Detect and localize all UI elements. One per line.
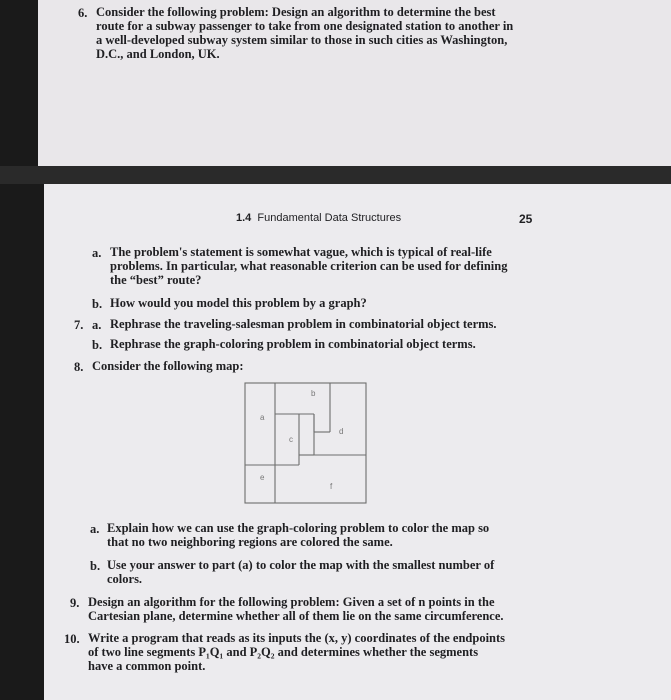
page-number: 25 [519, 212, 533, 226]
p8-number: 8. [74, 360, 84, 374]
p7b-label: b. [92, 338, 103, 352]
region-label-e: e [260, 473, 265, 482]
region-map [244, 382, 368, 506]
p8a-label: a. [90, 522, 100, 536]
p6a-label: a. [92, 246, 102, 260]
p8a-line-2: that no two neighboring regions are colored the same. [107, 535, 393, 549]
p9-line-2: Cartesian plane, determine whether all of them lie on the same circumference. [88, 609, 504, 623]
map-border [245, 383, 366, 503]
p7b-text: Rephrase the graph-coloring problem in combinatorial object terms. [110, 337, 476, 351]
p10-line-3: have a common point. [88, 659, 206, 673]
running-header [236, 212, 401, 224]
p6a-line-3: the “best” route? [110, 273, 202, 287]
p10-number: 10. [64, 632, 80, 646]
p6b-label: b. [92, 297, 103, 311]
p9-number: 9. [70, 596, 80, 610]
p6a-line-2: problems. In particular, what reasonable criterion can be used for defining [110, 259, 508, 273]
region-label-a: a [260, 413, 265, 422]
problem-6-line-3: a well-developed subway system similar to those in such cities as Washington, [96, 33, 508, 47]
region-label-c: c [289, 435, 293, 444]
p8-text: Consider the following map: [92, 359, 244, 373]
p6a-line-1: The problem's statement is somewhat vague, which is typical of real-life [110, 245, 492, 259]
section-number: 1.4 [236, 212, 252, 224]
problem-6-number: 6. [78, 6, 88, 20]
p8b-line-2: colors. [107, 572, 143, 586]
page-gap [0, 166, 671, 184]
problem-6-line-2: route for a subway passenger to take from one designated station to another in [96, 19, 514, 33]
region-label-b: b [311, 389, 316, 398]
region-label-d: d [339, 427, 344, 436]
problem-6-line-4: D.C., and London, UK. [96, 47, 220, 61]
p7a-text: Rephrase the traveling-salesman problem in combinatorial object terms. [110, 317, 497, 331]
p7a-label: a. [92, 318, 102, 332]
p9-line-1: Design an algorithm for the following problem: Given a set of n points in the [88, 595, 495, 609]
p8b-line-1: Use your answer to part (a) to color the map with the smallest number of [107, 558, 495, 572]
problem-6-line-1: Consider the following problem: Design an algorithm to determine the best [96, 5, 496, 19]
section-title: Fundamental Data Structures [257, 212, 402, 224]
p10-line-2: of two line segments P₁Q₁ and P₂Q₂ and determines whether the segments [88, 645, 479, 659]
p10-line-1: Write a program that reads as its inputs the (x, y) coordinates of the endpoints [88, 631, 506, 645]
p7-number: 7. [74, 318, 84, 332]
p6b-text: How would you model this problem by a graph? [110, 296, 367, 310]
region-label-f: f [330, 482, 333, 491]
p8b-label: b. [90, 559, 101, 573]
p8a-line-1: Explain how we can use the graph-coloring problem to color the map so [107, 521, 490, 535]
